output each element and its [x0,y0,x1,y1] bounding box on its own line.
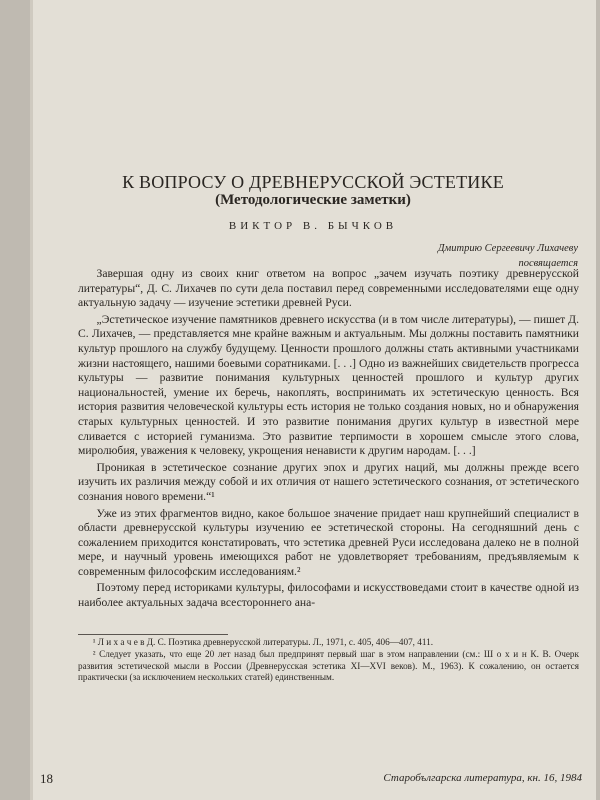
article-title: К ВОПРОСУ О ДРЕВНЕРУССКОЙ ЭСТЕТИКЕ [122,172,504,192]
journal-reference: Старобългарска литература, кн. 16, 1984 [383,772,582,784]
paragraph-2: „Эстетическое изучение памятников древнего искусства (и в том числе литературы), — пишет Д. С. Лихачев, — представляется мне крайне важным и актуальным. Мы должны поставить памятники культур прошлого на службу будущему. Ценности прошлого должны стать активными участниками жизни настоящего, нашими боевыми соратниками. [. . .] Одно из важнейших свидетельств прогресса культуры — развитие понимания культурных ценностей прошлого и культур других национальностей, умение их беречь, накоплять, воспринимать их эстетическую ценность. Вся история развития человеческой культуры есть история не только создания новых, но и обнаружения старых культурных ценностей. И это развитие понимания других культур в известной мере сливается с историей гуманизма. Это развитие терпимости в хорошем смысле этого слова, миролюбия, уважения к человеку, укрощения ненависти к другим народам. [. . .] [78,312,579,458]
dedication-line-2: посвящается [518,258,578,269]
journal-page [30,0,596,800]
article-subtitle: (Методологические заметки) [215,192,411,208]
page-number: 18 [40,771,53,786]
footnote-divider [78,634,228,635]
paragraph-1: Завершая одну из своих книг ответом на вопрос „зачем изучать поэтику древнерусской литературы“, Д. С. Лихачев по сути дела поставил перед современными исследователями еще одну актуальную задачу — изучение эстетики древней Руси. [78,267,579,310]
article-author: ВИКТОР В. БЫЧКОВ [228,220,398,232]
footnote-2: ² Следует указать, что еще 20 лет назад был предпринят первый шаг в этом направлении (см.: Ш о х и н К. В. Очерк развития эстетической мысли в России (Древнерусская эстетика XI—XVI веков). М., 1963). К сожалению, он остается практически (за исключением нескольких статей) единственным. [78,648,579,683]
footnotes [78,637,579,684]
dedication-line-1: Дмитрию Сергеевичу Лихачеву [437,243,578,254]
article-body [78,267,579,611]
paragraph-4: Уже из этих фрагментов видно, какое большое значение придает наш крупнейший специалист в области древнерусской культуры изучению ее эстетической стороны. На сегодняшний день с сожалением приходится констатировать, что эстетика древней Руси исследована далеко не в полной мере, и научный уровень имеющихся работ не удовлетворяет требованиям, предъявляемым к современным философским исследованиям.² [78,506,579,578]
paragraph-5: Поэтому перед историками культуры, философами и искусствоведами стоит в качестве одной из наиболее актуальных задача всестороннего ана- [78,581,579,610]
paragraph-3: Проникая в эстетическое сознание других эпох и других наций, мы должны прежде всего изучить их различия между собой и их отличия от нашего эстетического сознания, от эстетического сознания нового времени.“¹ [78,460,579,503]
footnote-1: ¹ Л и х а ч е в Д. С. Поэтика древнерусской литературы. Л., 1971, с. 405, 406—407, 411. [92,637,433,647]
